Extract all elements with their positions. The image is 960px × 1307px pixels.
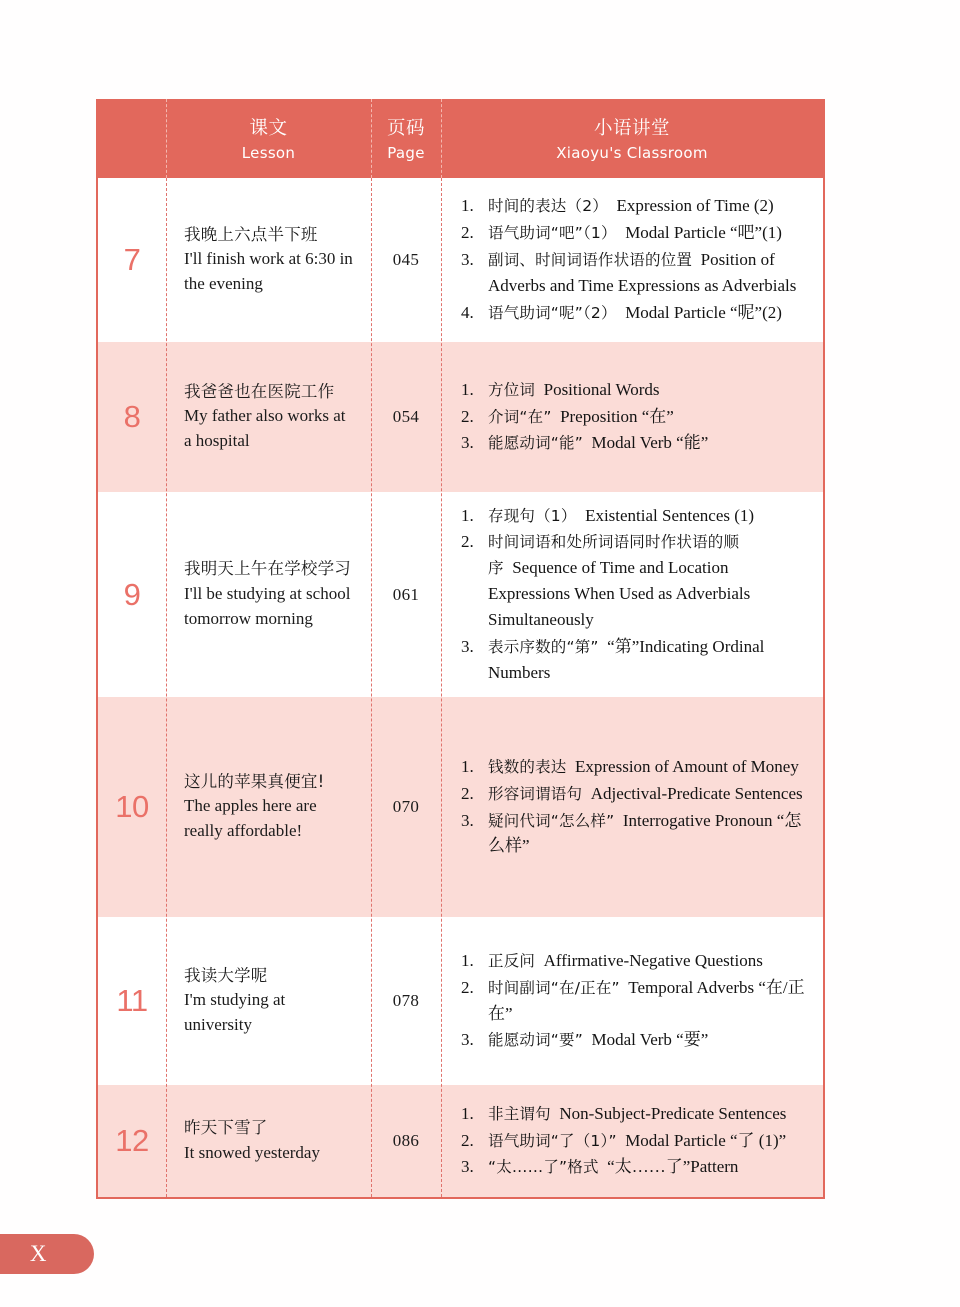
lesson-title-zh: 我明天上午在学校学习	[184, 559, 351, 579]
grammar-point-item	[461, 377, 807, 403]
lesson-number: 7	[123, 242, 141, 277]
point-text-en: Modal Verb “能”	[582, 433, 709, 453]
table-row	[98, 492, 823, 697]
point-text	[488, 300, 807, 326]
lesson-title-en: My father also works at a hospital	[184, 406, 346, 451]
grammar-point-list	[461, 503, 807, 687]
point-marker: 3.	[461, 433, 474, 453]
point-marker: 1.	[461, 505, 474, 525]
point-text	[488, 808, 807, 860]
point-marker: 3.	[461, 250, 474, 270]
header-cell-number	[98, 99, 166, 178]
point-text-zh: 方位词	[488, 380, 536, 399]
grammar-point-list	[461, 754, 807, 860]
lesson-title-zh: 这儿的苹果真便宜!	[184, 771, 325, 791]
lesson-title-cell	[166, 342, 371, 492]
point-text-zh: 能愿动词“能”	[488, 434, 583, 453]
lesson-title-zh: 我读大学呢	[184, 965, 268, 985]
grammar-point-item	[461, 1101, 807, 1127]
point-text	[488, 529, 807, 632]
grammar-point-item	[461, 247, 807, 299]
point-text	[488, 430, 807, 456]
point-text-en: Expression of Amount of Money	[566, 756, 799, 776]
point-text-en: Sequence of Time and Location Expressions When Used as Adverbials Simultaneously	[488, 558, 751, 629]
point-marker: 2.	[461, 532, 474, 552]
header-divider-3	[441, 99, 442, 178]
point-marker: 1.	[461, 379, 474, 399]
point-text	[488, 193, 807, 219]
point-text-zh: 语气助词“了（1）”	[488, 1131, 617, 1150]
point-text	[488, 948, 807, 974]
point-text-en: Modal Verb “要”	[582, 1030, 709, 1050]
grammar-point-list	[461, 1101, 807, 1181]
lesson-title-en: I'm studying at university	[184, 990, 286, 1035]
point-text	[488, 1154, 807, 1180]
point-text-zh: 疑问代词“怎么样”	[488, 811, 615, 830]
lesson-title-cell	[166, 178, 371, 342]
table-row	[98, 917, 823, 1085]
grammar-point-item	[461, 808, 807, 860]
point-text	[488, 377, 807, 403]
table-row	[98, 178, 823, 342]
table-of-contents	[96, 99, 825, 1199]
header-page-en: Page	[387, 143, 425, 162]
point-text	[488, 1027, 807, 1053]
point-text-zh: 正反问	[488, 951, 536, 970]
grammar-point-item	[461, 1027, 807, 1053]
point-text	[488, 975, 807, 1027]
lesson-title-cell	[166, 492, 371, 697]
lesson-title-en: The apples here are really affordable!	[184, 796, 317, 841]
grammar-point-item	[461, 430, 807, 456]
grammar-point-item	[461, 193, 807, 219]
grammar-point-item	[461, 975, 807, 1027]
point-marker: 2.	[461, 406, 474, 426]
page-number: 086	[392, 1131, 420, 1150]
lesson-title-zh: 我晚上六点半下班	[184, 224, 318, 244]
point-marker: 2.	[461, 783, 474, 803]
grammar-point-list	[461, 948, 807, 1054]
point-text-zh: 时间词语和处所词语同时作状语的顺序	[488, 533, 740, 578]
page-folio-tab	[0, 1234, 94, 1274]
grammar-point-item	[461, 404, 807, 430]
classroom-points-cell	[441, 178, 823, 342]
page-number: 054	[392, 407, 420, 426]
lesson-title-zh: 昨天下雪了	[184, 1118, 268, 1138]
point-marker: 1.	[461, 196, 474, 216]
lesson-title-en: It snowed yesterday	[184, 1142, 320, 1162]
point-text-zh: 时间副词“在/正在”	[488, 978, 620, 997]
header-divider-2	[371, 99, 372, 178]
lesson-title-en: I'll be studying at school tomorrow morning	[184, 583, 351, 628]
folio-number: X	[29, 1241, 47, 1266]
point-text-zh: 能愿动词“要”	[488, 1031, 583, 1050]
page-number: 070	[392, 797, 420, 816]
header-divider-1	[166, 99, 167, 178]
point-text-zh: 钱数的表达	[488, 757, 567, 776]
point-marker: 2.	[461, 1130, 474, 1150]
header-cell-lesson	[166, 99, 371, 178]
point-text-en: Modal Particle “吧”(1)	[616, 223, 782, 243]
header-classroom-zh: 小语讲堂	[593, 117, 670, 139]
point-text-zh: 副词、时间词语作状语的位置	[488, 251, 693, 270]
grammar-point-list	[461, 377, 807, 457]
point-text-en: Adjectival-Predicate Sentences	[582, 783, 803, 803]
header-classroom-en: Xiaoyu's Classroom	[556, 143, 708, 162]
point-text-zh: 语气助词“吧”（1）	[488, 224, 617, 243]
grammar-point-item	[461, 300, 807, 326]
point-text-zh: 介词“在”	[488, 407, 552, 426]
lesson-title-cell	[166, 917, 371, 1085]
point-marker: 1.	[461, 950, 474, 970]
classroom-points-cell	[441, 342, 823, 492]
point-marker: 1.	[461, 756, 474, 776]
lesson-number: 12	[115, 1123, 149, 1158]
point-text-en: Preposition “在”	[551, 406, 674, 426]
header-cell-classroom	[441, 99, 823, 178]
point-marker: 3.	[461, 1157, 474, 1177]
point-text	[488, 404, 807, 430]
point-marker: 3.	[461, 636, 474, 656]
lesson-title-zh: 我爸爸也在医院工作	[184, 381, 335, 401]
table-row	[98, 342, 823, 492]
point-text-en: Existential Sentences (1)	[576, 505, 755, 525]
point-text-en: Modal Particle “了 (1)”	[616, 1130, 787, 1150]
point-text	[488, 781, 807, 807]
lesson-title-cell	[166, 697, 371, 917]
point-text	[488, 247, 807, 299]
header-lesson-zh: 课文	[249, 117, 288, 139]
point-text-zh: 表示序数的“第”	[488, 637, 599, 656]
point-text	[488, 634, 807, 686]
point-text-en: Positional Words	[535, 379, 660, 399]
grammar-point-item	[461, 1128, 807, 1154]
point-text-en: Non-Subject-Predicate Sentences	[550, 1103, 787, 1123]
point-marker: 3.	[461, 810, 474, 830]
point-text	[488, 220, 807, 246]
classroom-points-cell	[441, 697, 823, 917]
lesson-number: 9	[123, 576, 141, 612]
grammar-point-item	[461, 220, 807, 246]
lesson-title-cell	[166, 1085, 371, 1197]
point-marker: 3.	[461, 1030, 474, 1050]
table-row	[98, 697, 823, 917]
point-text-en: Affirmative-Negative Questions	[535, 950, 763, 970]
grammar-point-item	[461, 754, 807, 780]
point-text	[488, 1128, 807, 1154]
point-marker: 1.	[461, 1103, 474, 1123]
table-body	[98, 178, 823, 1197]
table-header-row	[98, 99, 823, 178]
grammar-point-item	[461, 781, 807, 807]
grammar-point-item	[461, 503, 807, 529]
grammar-point-item	[461, 634, 807, 686]
point-text	[488, 1101, 807, 1127]
lesson-number: 11	[116, 983, 148, 1018]
page-number: 061	[392, 584, 420, 604]
classroom-points-cell	[441, 492, 823, 697]
grammar-point-item	[461, 529, 807, 632]
grammar-point-item	[461, 948, 807, 974]
point-text	[488, 754, 807, 780]
classroom-points-cell	[441, 917, 823, 1085]
point-text-zh: “太……了”格式	[488, 1158, 599, 1177]
point-marker: 4.	[461, 302, 474, 322]
point-marker: 2.	[461, 977, 474, 997]
lesson-number: 8	[123, 399, 141, 434]
page-number: 078	[392, 991, 420, 1010]
classroom-points-cell	[441, 1085, 823, 1197]
point-text-zh: 存现句（1）	[488, 506, 577, 525]
point-text-en: “太……了”Pattern	[598, 1157, 739, 1177]
header-page-zh: 页码	[386, 117, 425, 139]
lesson-title-en: I'll finish work at 6:30 in the evening	[184, 249, 353, 294]
point-text-en: Expression of Time (2)	[607, 196, 774, 216]
point-marker: 2.	[461, 223, 474, 243]
point-text-zh: 语气助词“呢”（2）	[488, 303, 617, 322]
point-text	[488, 503, 807, 529]
grammar-point-list	[461, 193, 807, 326]
point-text-zh: 时间的表达（2）	[488, 197, 608, 216]
point-text-en: Temporal Adverbs “在/正在”	[488, 977, 805, 1023]
point-text-zh: 形容词谓语句	[488, 784, 583, 803]
point-text-en: Position of Adverbs and Time Expressions as Adverbials	[488, 250, 797, 295]
header-cell-page	[371, 99, 441, 178]
lesson-number: 10	[115, 789, 149, 824]
point-text-en: “第”Indicating Ordinal Numbers	[488, 636, 765, 682]
grammar-point-item	[461, 1154, 807, 1180]
point-text-en: Interrogative Pronoun “怎么样”	[488, 810, 802, 856]
table-row	[98, 1085, 823, 1197]
page-number: 045	[392, 250, 420, 269]
header-lesson-en: Lesson	[241, 143, 296, 162]
point-text-zh: 非主谓句	[488, 1104, 551, 1123]
point-text-en: Modal Particle “呢”(2)	[616, 302, 782, 322]
